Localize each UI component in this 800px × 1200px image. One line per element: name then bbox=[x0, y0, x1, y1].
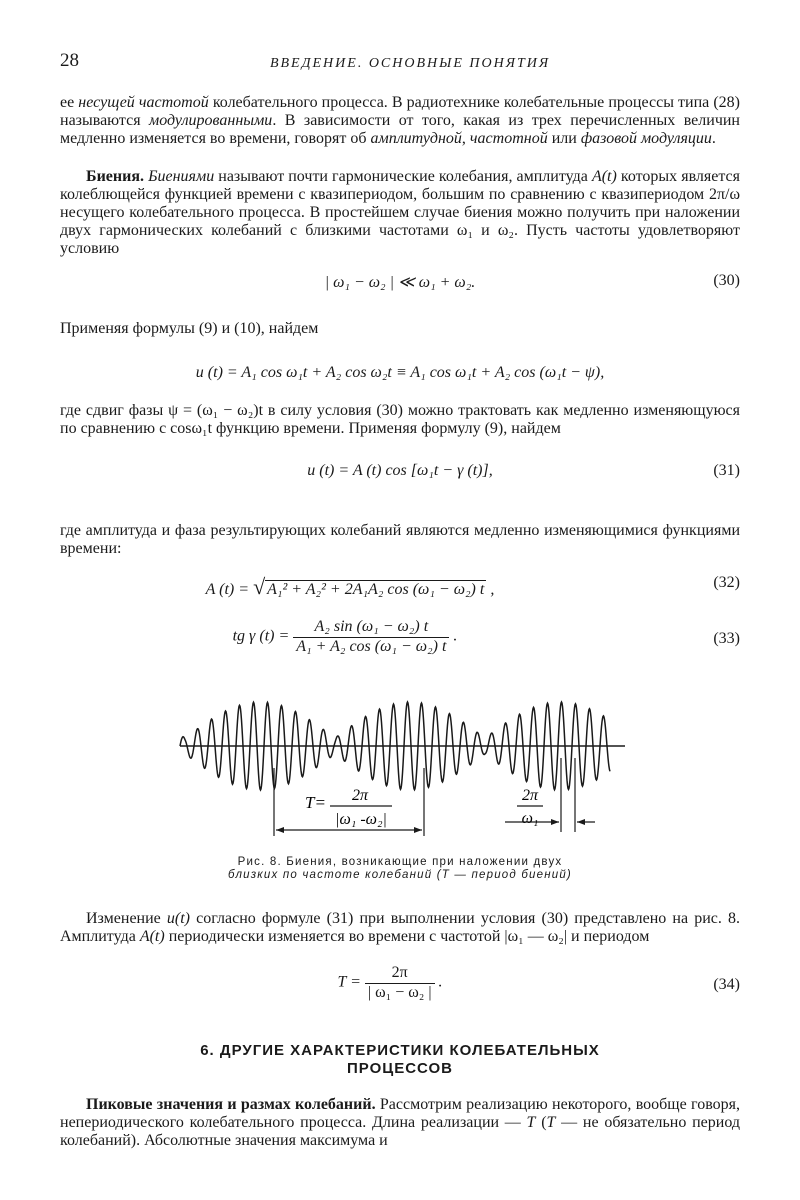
running-title: ВВЕДЕНИЕ. ОСНОВНЫЕ ПОНЯТИЯ bbox=[269, 56, 551, 71]
period-label-denominator: |ω₁ -ω₂| bbox=[335, 811, 387, 828]
carrier-label-denominator: ω₁ bbox=[521, 810, 539, 827]
figure-caption-line2: близких по частоте колебаний (T — период биений) bbox=[228, 869, 572, 881]
equation-30-number: (30) bbox=[713, 272, 740, 289]
equation-34-tail: . bbox=[434, 973, 443, 991]
paragraph-peak-values: Пиковые значения и размах колебаний. Рассмотрим реализацию некоторого, вообще говоря, непериодического колебательного процесса. Длина реализации — T (T — не обязательно период колебаний). Абсолютные значения максимума и bbox=[60, 1096, 741, 1149]
period-label-T: T= bbox=[305, 793, 326, 812]
period-label-numerator: 2π bbox=[351, 787, 369, 804]
equation-31-formula: u (t) = A (t) cos [ω₁t − γ (t)], bbox=[307, 462, 493, 479]
equation-30 bbox=[60, 272, 740, 294]
equation-33-denominator: A₁ + A₂ cos (ω₁ − ω₂) t bbox=[296, 638, 447, 655]
equation-33-tail: . bbox=[449, 627, 458, 645]
equation-33-number: (33) bbox=[713, 630, 740, 647]
equation-34 bbox=[60, 964, 740, 1010]
equation-34-lhs: T = bbox=[337, 973, 365, 991]
figure-caption-line1: Рис. 8. Биения, возникающие при наложении двух bbox=[237, 856, 563, 868]
equation-31 bbox=[60, 462, 740, 484]
section-heading-line2: ПРОЦЕССОВ bbox=[346, 1060, 453, 1077]
equation-33-fraction bbox=[293, 618, 449, 656]
beats-figure bbox=[170, 698, 630, 848]
equation-34-numerator: 2π bbox=[365, 964, 435, 984]
equation-34-denominator: | ω₁ − ω₂ | bbox=[367, 984, 432, 1001]
equation-31-number: (31) bbox=[713, 462, 740, 479]
section-heading bbox=[60, 1042, 740, 1078]
equation-32-radicand: A₁² + A₂² + 2A₁A₂ cos (ω₁ − ω₂) t bbox=[267, 581, 485, 598]
equation-30-formula: | ω₁ − ω₂ | ≪ ω₁ + ω₂. bbox=[324, 274, 476, 291]
carrier-label-numerator: 2π bbox=[521, 787, 539, 804]
equation-sum bbox=[60, 364, 740, 386]
equation-34-fraction bbox=[365, 964, 435, 1002]
paragraph-phase-shift: где сдвиг фазы ψ = (ω₁ − ω₂)t в силу условия (30) можно трактовать как медленно изменяющуюся по сравнению с cosω₁t функцию времени. Применяя формулу (9), найдем bbox=[60, 402, 740, 437]
carrier-arrowheads bbox=[551, 819, 585, 825]
equation-32-tail: , bbox=[486, 581, 495, 598]
equation-sum-formula: u (t) = A₁ cos ω₁t + A₂ cos ω₂t ≡ A₁ cos ω₁t + A₂ cos (ω₁t − ψ), bbox=[195, 364, 605, 381]
section-heading-line1: 6. ДРУГИЕ ХАРАКТЕРИСТИКИ КОЛЕБАТЕЛЬНЫХ bbox=[200, 1042, 600, 1059]
equation-32-number: (32) bbox=[713, 574, 740, 591]
page-number: 28 bbox=[60, 50, 79, 71]
paragraph-beats: Биения. Биениями называют почти гармонические колебания, амплитуда A(t) которых является колеблющейся функцией времени с квазипериодом, большим по сравнению с квазипериодом 2π/ω несущего колебательного процесса. В простейшем случае биения можно получить при наложении двух гармонических колебаний с близкими частотами ω₁ и ω₂. Пусть частоты удовлетворяют условию bbox=[60, 168, 741, 257]
equation-33 bbox=[60, 618, 740, 664]
equation-32 bbox=[60, 574, 740, 599]
sqrt-symbol: √ bbox=[253, 574, 266, 599]
equation-33-lhs: tg γ (t) = bbox=[232, 627, 294, 645]
paragraph-modulation: ее несущей частотой колебательного процесса. В радиотехнике колебательные процессы типа (28) называются модулированными. В зависимости от того, какая из трех перечисленных величин медленно изменяется во времени, говорят об амплитудной, частотной или фазовой модуляции. bbox=[60, 94, 741, 147]
figure-caption bbox=[150, 856, 650, 882]
paragraph-figure-description: Изменение u(t) согласно формуле (31) при выполнении условия (30) представлено на рис. 8. Амплитуда A(t) периодически изменяется во времени с частотой |ω₁ — ω₂| и периодом bbox=[60, 910, 741, 945]
equation-32-lhs: A (t) = bbox=[205, 581, 254, 598]
equation-33-numerator: A₂ sin (ω₁ − ω₂) t bbox=[293, 618, 449, 638]
paragraph-amplitude-phase: где амплитуда и фаза результирующих колебаний являются медленно изменяющимися функциями времени: bbox=[60, 522, 740, 557]
paragraph-applying-formulas: Применяя формулы (9) и (10), найдем bbox=[60, 320, 319, 337]
equation-34-number: (34) bbox=[713, 976, 740, 993]
